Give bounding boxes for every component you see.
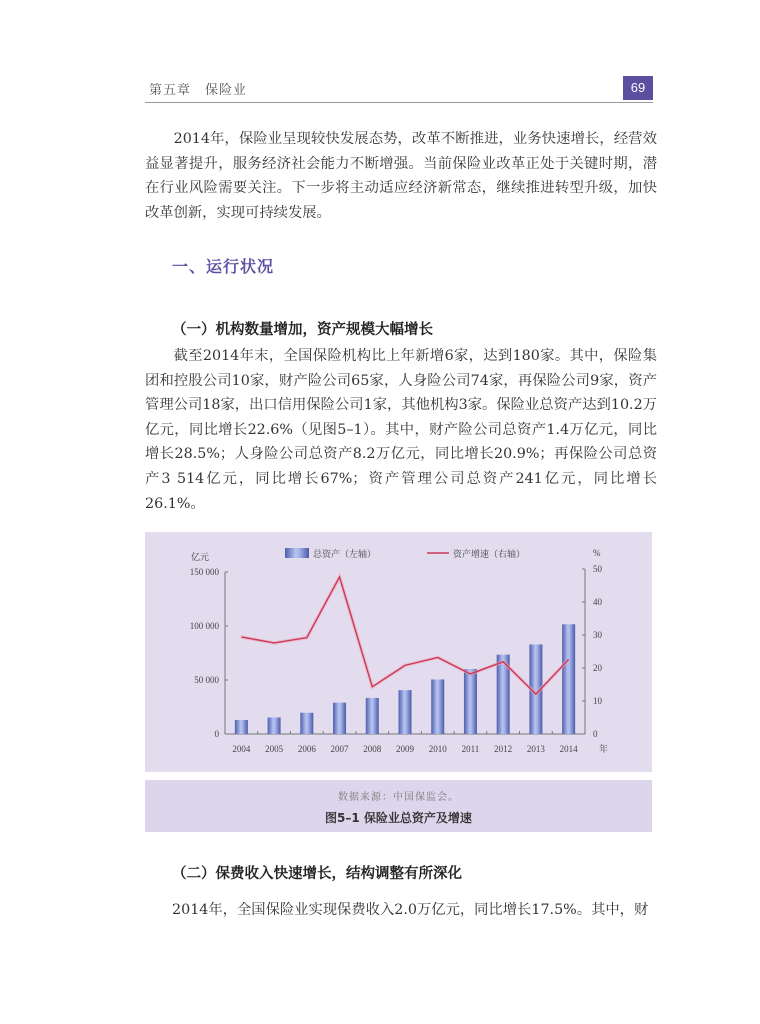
right-tick-label: 30	[593, 630, 602, 640]
x-tick-label: 2010	[428, 744, 447, 754]
asset-bar	[562, 624, 575, 734]
left-tick-label: 100 000	[189, 621, 219, 631]
right-tick-label: 50	[593, 564, 602, 574]
asset-bar	[399, 690, 412, 734]
page-number: 69	[623, 76, 653, 100]
left-tick-label: 0	[214, 729, 219, 739]
x-tick-label: 2008	[363, 744, 382, 754]
asset-bar	[333, 703, 346, 734]
x-tick-label: 2011	[461, 744, 480, 754]
section-heading: 一、运行状况	[172, 257, 275, 276]
legend-bar-label: 总资产（左轴）	[313, 549, 377, 559]
left-tick-label: 50 000	[194, 675, 219, 685]
asset-bar	[300, 713, 313, 734]
asset-bar	[464, 669, 477, 734]
asset-bar	[235, 720, 248, 734]
x-axis-unit: 年	[599, 744, 609, 754]
asset-bar	[431, 679, 444, 734]
intro-paragraph: 2014年，保险业呈现较快发展态势，改革不断推进，业务快速增长，经营效益显著提升，服务经济社会能力不断增强。当前保险业改革正处于关键时期，潜在行业风险需要关注。下一步将主动适应经济新常态，继续推进转型升级，加快改革创新，实现可持续发展。	[145, 131, 657, 221]
x-tick-label: 2005	[265, 744, 284, 754]
left-tick-label: 150 000	[189, 567, 219, 577]
x-tick-label: 2004	[232, 744, 251, 754]
x-tick-label: 2009	[396, 744, 414, 754]
right-tick-label: 40	[593, 597, 602, 607]
asset-bar	[268, 717, 281, 734]
x-tick-label: 2007	[330, 744, 349, 754]
figure-caption-panel	[145, 780, 652, 832]
figure-caption: 图5–1 保险业总资产及增速	[325, 811, 472, 825]
asset-chart	[145, 532, 652, 772]
figure-source: 数据来源：中国保监会。	[338, 792, 459, 803]
subsection-heading-1: （一）机构数量增加，资产规模大幅增长	[172, 321, 433, 338]
page-header	[145, 76, 653, 103]
subsection-paragraph-2: 2014年，全国保险业实现保费收入2.0万亿元，同比增长17.5%。其中，财	[172, 902, 649, 918]
legend-line-label: 资产增速（右轴）	[453, 549, 526, 559]
asset-bar	[366, 698, 379, 734]
x-tick-label: 2014	[559, 744, 578, 754]
legend-bar-swatch	[285, 548, 309, 558]
chapter-title: 第五章 保险业	[149, 83, 248, 98]
chart-panel	[145, 532, 652, 772]
right-axis-unit: %	[593, 548, 601, 558]
right-tick-label: 10	[593, 696, 602, 706]
right-tick-label: 20	[593, 663, 602, 673]
right-tick-label: 0	[593, 729, 598, 739]
subsection-paragraph-1: 截至2014年末，全国保险机构比上年新增6家，达到180家。其中，保险集团和控股公司10家，财产险公司65家，人身险公司74家，再保险公司9家，资产管理公司18家，出口信用保险公司1家，其他机构3家。保险业总资产达到10.2万亿元，同比增长22.6%（见图5–1）。其中，财产险公司总资产1.4万亿元，同比增长28.5%；人身险公司总资产8.2万亿元，同比增长20.9%；再保险公司总资产3 514亿元，同比增长67%；资产管理公司总资产241亿元，同比增长26.1%。	[145, 348, 657, 512]
x-tick-label: 2006	[297, 744, 316, 754]
x-tick-label: 2012	[494, 744, 513, 754]
x-tick-label: 2013	[526, 744, 545, 754]
left-axis-unit: 亿元	[191, 552, 210, 562]
subsection-heading-2: （二）保费收入快速增长，结构调整有所深化	[172, 865, 462, 882]
